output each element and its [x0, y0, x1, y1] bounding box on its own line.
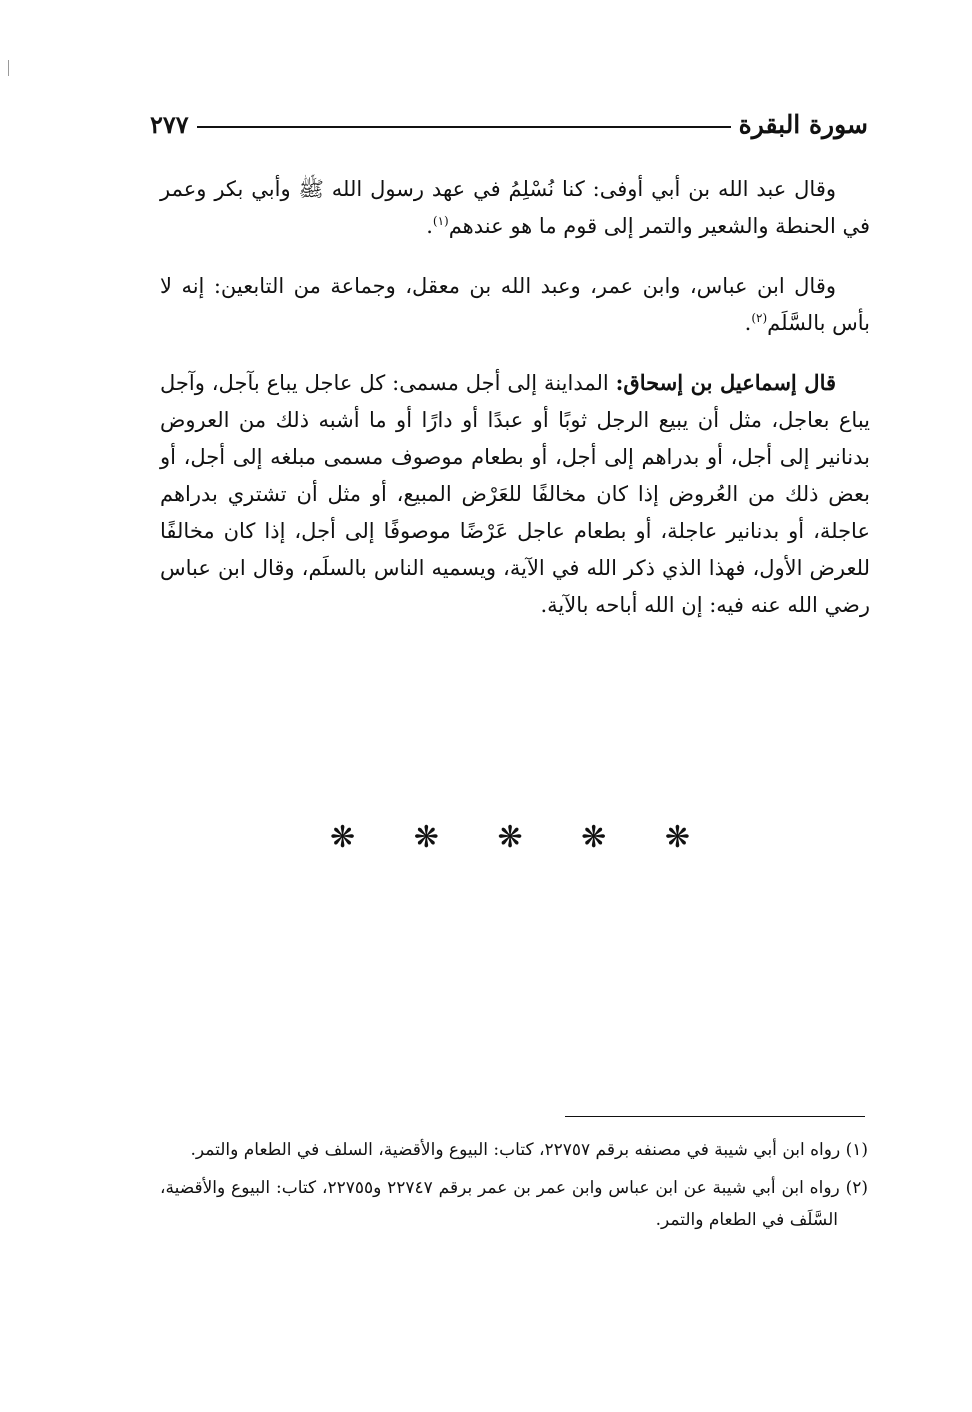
separator-star: ❋	[581, 820, 607, 855]
footnote	[160, 1134, 868, 1166]
page-number: ٢٧٧	[150, 109, 189, 139]
paragraph	[160, 364, 870, 624]
footnote	[160, 1172, 868, 1236]
paragraph-lead: قال إسماعيل بن إسحاق:	[615, 370, 836, 395]
main-text	[160, 170, 870, 646]
footnote-text: رواه ابن أبي شيبة عن ابن عباس وابن عمر بن عمر برقم ٢٢٧٤٧ و٢٢٧٥٥، كتاب: البيوع والأقضية، السَّلَف في الطعام والتمر.	[160, 1178, 840, 1230]
running-header	[150, 104, 868, 144]
header-rule	[197, 126, 731, 128]
paragraph-end: .	[744, 311, 752, 335]
separator-star: ❋	[330, 820, 356, 855]
footnote-text: رواه ابن أبي شيبة في مصنفه برقم ٢٢٧٥٧، كتاب: البيوع والأقضية، السلف في الطعام والتمر.	[190, 1140, 841, 1160]
footnote-reference[interactable]: (٢)	[751, 311, 768, 325]
scan-edge-mark	[8, 60, 9, 76]
separator-star: ❋	[664, 820, 690, 855]
paragraph-end: .	[426, 214, 433, 238]
footnote-marker: (٢)	[845, 1178, 869, 1198]
footnotes	[160, 1134, 868, 1242]
footnote-divider	[565, 1116, 865, 1117]
footnote-marker: (١)	[845, 1140, 868, 1160]
paragraph-text: المداينة إلى أجل مسمى: كل عاجل يباع بآجل، وآجل يباع بعاجل، مثل أن يبيع الرجل ثوبًا أو عبدًا أو دارًا أو ما أشبه ذلك من العروض بدنانير إلى أجل، أو بدراهم إلى أجل، أو بطعام موصوف مسمى مبلغه إلى أجل، أو بعض ذلك من العُروض إذا كان مخالفًا للعَرْض المبيع، أو مثل أن تشتري بدراهم عاجلة، أو بدنانير عاجلة، أو بطعام عاجل عَرْضًا موصوفًا إلى أجل، إذا كان مخالفًا للعرض الأول، فهذا الذي ذكر الله في الآية، ويسميه الناس بالسلَم، وقال ابن عباس رضي الله عنه فيه: إن الله أباحه بالآية.	[160, 371, 870, 617]
separator-star: ❋	[413, 820, 439, 855]
footnote-reference[interactable]: (١)	[432, 214, 449, 228]
paragraph	[160, 170, 870, 245]
surah-title: سورة البقرة	[738, 109, 868, 139]
paragraph	[160, 267, 870, 342]
paragraph-text: وقال ابن عباس، وابن عمر، وعبد الله بن معقل، وجماعة من التابعين: إنه لا بأس بالسَّلَم	[160, 274, 870, 335]
separator-star: ❋	[497, 820, 523, 855]
section-separator	[330, 818, 690, 858]
paragraph-text: وقال عبد الله بن أبي أوفى: كنا نُسْلِمُ في عهد رسول الله ﷺ وأبي بكر وعمر في الحنطة والشعير والتمر إلى قوم ما هو عندهم	[160, 177, 870, 238]
